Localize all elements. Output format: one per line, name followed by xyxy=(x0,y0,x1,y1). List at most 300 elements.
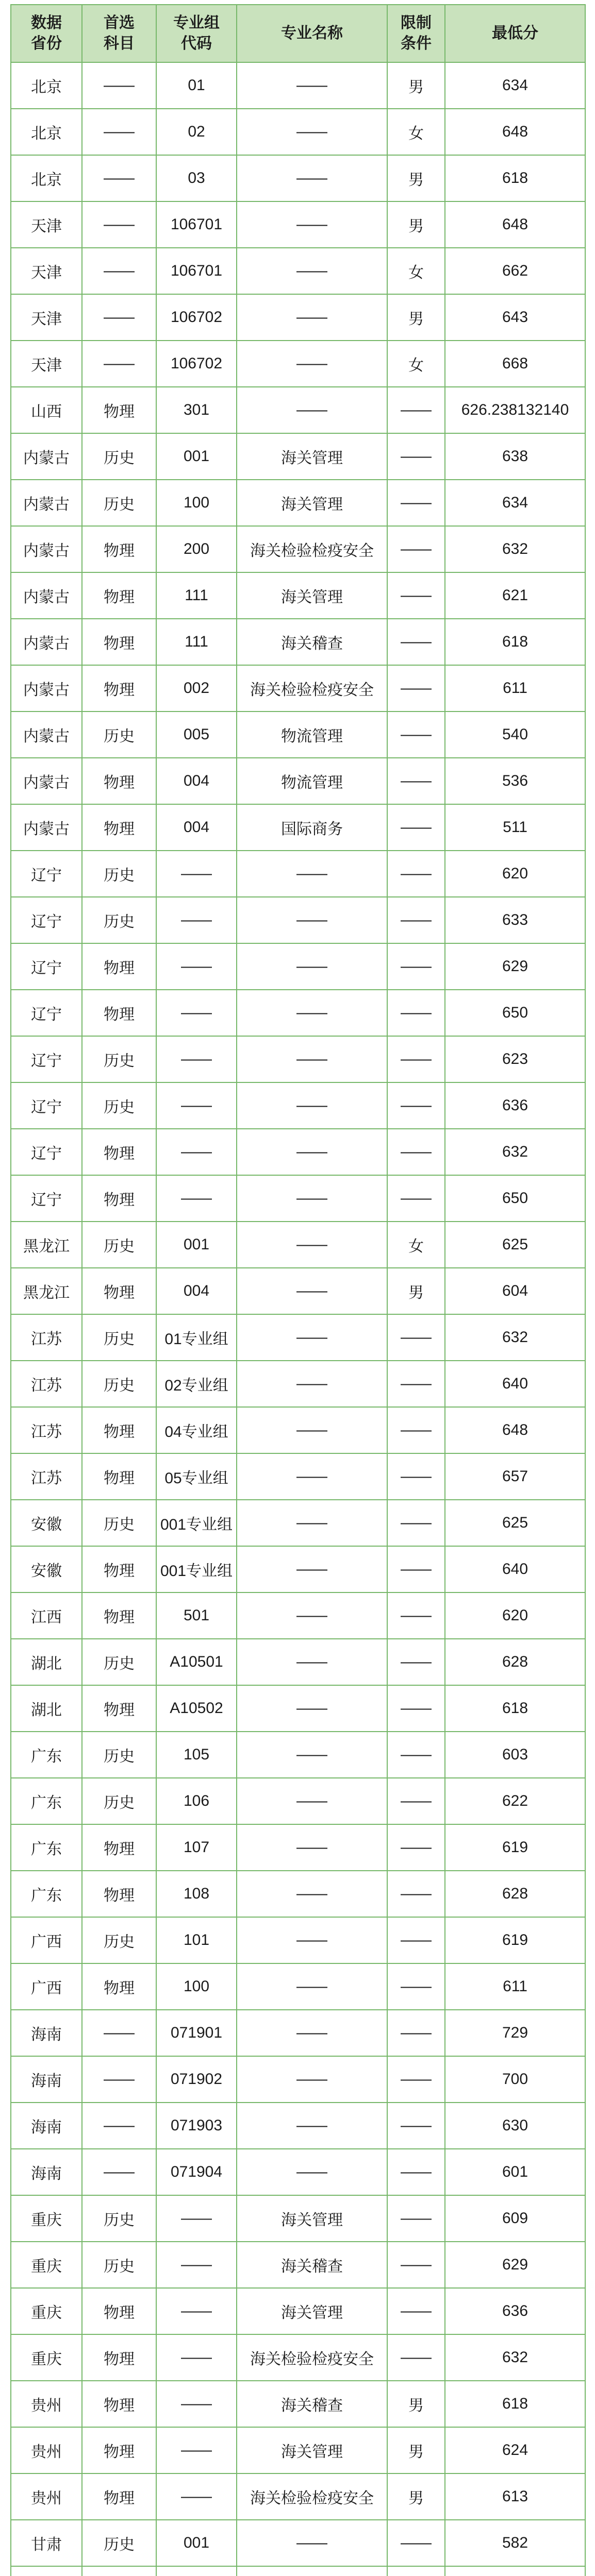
cell-limit: —— xyxy=(387,2242,445,2288)
table-row xyxy=(11,526,585,572)
cell-major: 海关稽查 xyxy=(237,2242,387,2288)
header-subject: 首选 科目 xyxy=(82,5,156,62)
cell-limit: 女 xyxy=(387,1222,445,1268)
cell-limit: —— xyxy=(387,1871,445,1917)
cell-group-code: 100 xyxy=(156,1963,237,2010)
cell-group-code: —— xyxy=(156,990,237,1036)
cell-major: 物流管理 xyxy=(237,758,387,804)
cell-province: 广东 xyxy=(11,1824,82,1871)
cell-limit: 男 xyxy=(387,62,445,109)
cell-subject: —— xyxy=(82,2056,156,2103)
cell-subject: 物理 xyxy=(82,1129,156,1175)
table-row xyxy=(11,1963,585,2010)
cell-group-code: 106702 xyxy=(156,341,237,387)
cell-province: 黑龙江 xyxy=(11,1222,82,1268)
cell-major: —— xyxy=(237,1685,387,1732)
cell-major: —— xyxy=(237,1036,387,1082)
table-row xyxy=(11,943,585,990)
table-row xyxy=(11,1175,585,1222)
cell-major: 海关检验检疫安全 xyxy=(237,526,387,572)
cell-subject: 历史 xyxy=(82,1732,156,1778)
cell-subject: 物理 xyxy=(82,572,156,619)
cell-group-code: —— xyxy=(156,1175,237,1222)
cell-subject xyxy=(82,2566,156,2576)
cell-group-code: 04专业组 xyxy=(156,1407,237,1453)
cell-limit: —— xyxy=(387,851,445,897)
cell-min-score: 601 xyxy=(445,2149,585,2195)
cell-subject: 物理 xyxy=(82,2334,156,2381)
cell-group-code: —— xyxy=(156,1036,237,1082)
cell-province: 北京 xyxy=(11,109,82,155)
cell-limit: 女 xyxy=(387,248,445,294)
table-row xyxy=(11,2242,585,2288)
cell-group-code: 001 xyxy=(156,433,237,480)
table-row xyxy=(11,1639,585,1685)
table-row xyxy=(11,1314,585,1361)
cell-group-code: 01专业组 xyxy=(156,1314,237,1361)
cell-subject: —— xyxy=(82,341,156,387)
cell-group-code: A10501 xyxy=(156,1639,237,1685)
cell-major: —— xyxy=(237,1314,387,1361)
cell-min-score: 632 xyxy=(445,526,585,572)
cell-major: 物流管理 xyxy=(237,711,387,758)
cell-limit: —— xyxy=(387,2149,445,2195)
cell-min-score: 634 xyxy=(445,62,585,109)
cell-subject: 历史 xyxy=(82,1917,156,1963)
cell-subject: 物理 xyxy=(82,2473,156,2520)
cell-min-score: 648 xyxy=(445,109,585,155)
cell-limit: —— xyxy=(387,433,445,480)
cell-province: 内蒙古 xyxy=(11,572,82,619)
cell-province: 内蒙古 xyxy=(11,433,82,480)
cell-group-code: 107 xyxy=(156,1824,237,1871)
cell-major: —— xyxy=(237,387,387,433)
cell-group-code: 200 xyxy=(156,526,237,572)
cell-limit: —— xyxy=(387,2103,445,2149)
cell-province: 贵州 xyxy=(11,2427,82,2473)
cell-limit: —— xyxy=(387,1917,445,1963)
cell-province: 重庆 xyxy=(11,2195,82,2242)
cell-limit: 女 xyxy=(387,341,445,387)
cell-limit: —— xyxy=(387,1036,445,1082)
cell-subject: 物理 xyxy=(82,1592,156,1639)
cell-province: 广西 xyxy=(11,1963,82,2010)
cell-limit: —— xyxy=(387,480,445,526)
table-row xyxy=(11,2427,585,2473)
table-row xyxy=(11,758,585,804)
table-row xyxy=(11,433,585,480)
table-row xyxy=(11,294,585,341)
cell-limit: —— xyxy=(387,897,445,943)
table-row xyxy=(11,1500,585,1546)
cell-subject: 历史 xyxy=(82,1222,156,1268)
cell-min-score: 648 xyxy=(445,1407,585,1453)
cell-limit: —— xyxy=(387,1407,445,1453)
table-row xyxy=(11,1778,585,1824)
table-row xyxy=(11,1036,585,1082)
cell-major: —— xyxy=(237,248,387,294)
cell-limit: —— xyxy=(387,665,445,711)
cell-province: 内蒙古 xyxy=(11,526,82,572)
cell-limit: —— xyxy=(387,711,445,758)
cell-group-code: 071901 xyxy=(156,2010,237,2056)
cell-subject: 历史 xyxy=(82,711,156,758)
cell-subject: 物理 xyxy=(82,619,156,665)
cell-limit: —— xyxy=(387,943,445,990)
cell-group-code: 004 xyxy=(156,758,237,804)
cell-limit: 女 xyxy=(387,109,445,155)
cell-subject: —— xyxy=(82,248,156,294)
cell-province: 贵州 xyxy=(11,2473,82,2520)
cell-group-code: 001专业组 xyxy=(156,1546,237,1592)
cell-province: 江苏 xyxy=(11,1314,82,1361)
cell-subject: 物理 xyxy=(82,2381,156,2427)
table-row xyxy=(11,1129,585,1175)
cell-min-score: 638 xyxy=(445,433,585,480)
cell-min-score: 629 xyxy=(445,2242,585,2288)
cell-subject: 历史 xyxy=(82,897,156,943)
cell-group-code: 301 xyxy=(156,387,237,433)
cell-group-code: 106 xyxy=(156,1778,237,1824)
table-row xyxy=(11,1732,585,1778)
cell-major: —— xyxy=(237,1732,387,1778)
cell-subject: 物理 xyxy=(82,1453,156,1500)
cell-min-score: 630 xyxy=(445,2103,585,2149)
cell-province: 江苏 xyxy=(11,1453,82,1500)
cell-major: —— xyxy=(237,1500,387,1546)
cell-province: 内蒙古 xyxy=(11,665,82,711)
cell-group-code: —— xyxy=(156,2473,237,2520)
table-row xyxy=(11,1082,585,1129)
cell-major: 海关检验检疫安全 xyxy=(237,2334,387,2381)
cell-group-code: —— xyxy=(156,851,237,897)
cell-province: 海南 xyxy=(11,2103,82,2149)
cell-province: 安徽 xyxy=(11,1546,82,1592)
cell-subject: —— xyxy=(82,109,156,155)
cell-subject: —— xyxy=(82,294,156,341)
cell-subject: 历史 xyxy=(82,1036,156,1082)
cell-min-score: 619 xyxy=(445,1917,585,1963)
table-row xyxy=(11,62,585,109)
cell-min-score: 603 xyxy=(445,1732,585,1778)
cell-subject: 物理 xyxy=(82,2427,156,2473)
cell-group-code: —— xyxy=(156,2381,237,2427)
cell-min-score: 613 xyxy=(445,2473,585,2520)
cell-major: —— xyxy=(237,341,387,387)
cell-limit: 男 xyxy=(387,2473,445,2520)
cell-group-code: 100 xyxy=(156,480,237,526)
cell-major: —— xyxy=(237,851,387,897)
cell-province: 湖北 xyxy=(11,1685,82,1732)
score-table xyxy=(10,4,586,2576)
cell-limit: —— xyxy=(387,1361,445,1407)
cell-group-code: A10502 xyxy=(156,1685,237,1732)
cell-major: —— xyxy=(237,1361,387,1407)
cell-limit: —— xyxy=(387,2288,445,2334)
cell-subject: 物理 xyxy=(82,1268,156,1314)
cell-min-score: 511 xyxy=(445,804,585,851)
cell-min-score: 729 xyxy=(445,2010,585,2056)
cell-limit: —— xyxy=(387,1685,445,1732)
cell-province: 辽宁 xyxy=(11,943,82,990)
cell-limit: —— xyxy=(387,526,445,572)
table-row xyxy=(11,2288,585,2334)
cell-limit: —— xyxy=(387,619,445,665)
cell-province: 辽宁 xyxy=(11,990,82,1036)
cell-major: —— xyxy=(237,2520,387,2566)
cell-province: 天津 xyxy=(11,341,82,387)
cell-group-code: 106702 xyxy=(156,294,237,341)
cell-subject: 历史 xyxy=(82,1778,156,1824)
cell-min-score: 618 xyxy=(445,2381,585,2427)
table-row xyxy=(11,2103,585,2149)
cell-subject: 历史 xyxy=(82,2520,156,2566)
table-row xyxy=(11,1824,585,1871)
table-row xyxy=(11,248,585,294)
cell-subject: —— xyxy=(82,2103,156,2149)
table-row xyxy=(11,1453,585,1500)
table-row xyxy=(11,2195,585,2242)
cell-province: 江苏 xyxy=(11,1361,82,1407)
cell-min-score: 625 xyxy=(445,1500,585,1546)
cell-limit: —— xyxy=(387,1778,445,1824)
cell-province: 天津 xyxy=(11,248,82,294)
cell-major: —— xyxy=(237,155,387,201)
table-row xyxy=(11,897,585,943)
header-province: 数据 省份 xyxy=(11,5,82,62)
cell-min-score: 632 xyxy=(445,2334,585,2381)
table-row xyxy=(11,480,585,526)
cell-province: 辽宁 xyxy=(11,1129,82,1175)
table-row xyxy=(11,1268,585,1314)
cell-province: 内蒙古 xyxy=(11,758,82,804)
cell-major: —— xyxy=(237,1917,387,1963)
cell-min-score: 643 xyxy=(445,294,585,341)
cell-group-code: —— xyxy=(156,2242,237,2288)
cell-subject: 物理 xyxy=(82,804,156,851)
cell-major: —— xyxy=(237,943,387,990)
cell-limit: 男 xyxy=(387,2427,445,2473)
cell-limit: —— xyxy=(387,1314,445,1361)
cell-limit: —— xyxy=(387,990,445,1036)
cell-province: 北京 xyxy=(11,62,82,109)
cell-major: —— xyxy=(237,1871,387,1917)
cell-subject: 历史 xyxy=(82,480,156,526)
cell-min-score: 640 xyxy=(445,1361,585,1407)
cell-subject: 物理 xyxy=(82,1871,156,1917)
cell-limit: —— xyxy=(387,1824,445,1871)
cell-province: 辽宁 xyxy=(11,897,82,943)
cell-major: 国际商务 xyxy=(237,804,387,851)
cell-province: 海南 xyxy=(11,2149,82,2195)
cell-group-code: —— xyxy=(156,897,237,943)
cell-limit: 男 xyxy=(387,1268,445,1314)
cell-province: 内蒙古 xyxy=(11,711,82,758)
cell-subject: 历史 xyxy=(82,433,156,480)
cell-limit: —— xyxy=(387,1546,445,1592)
header-row xyxy=(11,5,585,62)
table-row xyxy=(11,1592,585,1639)
cell-subject: 物理 xyxy=(82,1824,156,1871)
cell-group-code: 105 xyxy=(156,1732,237,1778)
cell-province: 广东 xyxy=(11,1778,82,1824)
cell-limit: —— xyxy=(387,1592,445,1639)
cell-major: —— xyxy=(237,2056,387,2103)
table-row xyxy=(11,2473,585,2520)
cell-group-code: 071902 xyxy=(156,2056,237,2103)
cell-min-score: 619 xyxy=(445,1824,585,1871)
table-row xyxy=(11,1871,585,1917)
cell-group-code: 001专业组 xyxy=(156,1500,237,1546)
cell-subject: 物理 xyxy=(82,943,156,990)
cell-limit: —— xyxy=(387,2056,445,2103)
cell-min-score: 650 xyxy=(445,990,585,1036)
cell-min-score: 636 xyxy=(445,2288,585,2334)
cell-min-score: 611 xyxy=(445,665,585,711)
cell-major: —— xyxy=(237,1268,387,1314)
cell-group-code: —— xyxy=(156,2288,237,2334)
cell-min-score: 604 xyxy=(445,1268,585,1314)
cell-major: 海关管理 xyxy=(237,2288,387,2334)
cell-min-score: 540 xyxy=(445,711,585,758)
table-row xyxy=(11,2334,585,2381)
cell-group-code: 004 xyxy=(156,1268,237,1314)
score-table-container xyxy=(10,4,586,2576)
cell-major: —— xyxy=(237,109,387,155)
table-row xyxy=(11,665,585,711)
cell-subject: 物理 xyxy=(82,1175,156,1222)
cell-min-score: 625 xyxy=(445,1222,585,1268)
cell-subject: 物理 xyxy=(82,1963,156,2010)
cell-min-score: 632 xyxy=(445,1129,585,1175)
cell-subject: 物理 xyxy=(82,1546,156,1592)
cell-subject: —— xyxy=(82,2149,156,2195)
table-row xyxy=(11,1546,585,1592)
cell-province: 贵州 xyxy=(11,2381,82,2427)
cell-subject: 历史 xyxy=(82,2195,156,2242)
cell-min-score: 536 xyxy=(445,758,585,804)
cell-min-score: 636 xyxy=(445,1082,585,1129)
cell-major: —— xyxy=(237,1639,387,1685)
cell-major: —— xyxy=(237,1082,387,1129)
cell-major: —— xyxy=(237,897,387,943)
cell-min-score: 622 xyxy=(445,1778,585,1824)
cell-group-code: 101 xyxy=(156,1917,237,1963)
cell-subject: 物理 xyxy=(82,387,156,433)
table-row xyxy=(11,1222,585,1268)
cell-min-score: 620 xyxy=(445,851,585,897)
cell-province: 重庆 xyxy=(11,2334,82,2381)
cell-group-code: 05专业组 xyxy=(156,1453,237,1500)
table-row xyxy=(11,990,585,1036)
cell-subject: 历史 xyxy=(82,1639,156,1685)
cell-group-code: 002 xyxy=(156,665,237,711)
cell-group-code: 111 xyxy=(156,572,237,619)
cell-limit: 男 xyxy=(387,201,445,248)
cell-group-code: 071903 xyxy=(156,2103,237,2149)
cell-limit: —— xyxy=(387,1453,445,1500)
cell-min-score: 657 xyxy=(445,1453,585,1500)
header-group-code: 专业组 代码 xyxy=(156,5,237,62)
cell-group-code: 005 xyxy=(156,711,237,758)
cell-subject: 历史 xyxy=(82,1314,156,1361)
cell-min-score: 611 xyxy=(445,1963,585,2010)
cell-limit xyxy=(387,2566,445,2576)
cell-min-score: 634 xyxy=(445,480,585,526)
cell-limit: —— xyxy=(387,1500,445,1546)
cell-province: 广西 xyxy=(11,1917,82,1963)
cell-group-code: 108 xyxy=(156,1871,237,1917)
cell-province: 广东 xyxy=(11,1871,82,1917)
cell-subject: —— xyxy=(82,62,156,109)
cell-group-code: 106701 xyxy=(156,201,237,248)
cell-major: 海关管理 xyxy=(237,2195,387,2242)
cell-major: 海关稽查 xyxy=(237,2381,387,2427)
table-row xyxy=(11,1917,585,1963)
table-row xyxy=(11,109,585,155)
cell-major: 海关管理 xyxy=(237,2427,387,2473)
cell-major: —— xyxy=(237,2010,387,2056)
cell-major: —— xyxy=(237,2103,387,2149)
cell-major: —— xyxy=(237,1129,387,1175)
table-row xyxy=(11,1685,585,1732)
cell-limit: —— xyxy=(387,2520,445,2566)
table-row xyxy=(11,2010,585,2056)
table-row xyxy=(11,851,585,897)
table-body xyxy=(11,62,585,2576)
cell-min-score: 650 xyxy=(445,1175,585,1222)
cell-major: —— xyxy=(237,1407,387,1453)
cell-province: 湖北 xyxy=(11,1639,82,1685)
cell-major: —— xyxy=(237,294,387,341)
cell-group-code: 501 xyxy=(156,1592,237,1639)
cell-subject: 物理 xyxy=(82,1685,156,1732)
cell-province: 内蒙古 xyxy=(11,480,82,526)
cell-limit: —— xyxy=(387,2010,445,2056)
table-row xyxy=(11,387,585,433)
cell-min-score: 624 xyxy=(445,2427,585,2473)
cell-major: 海关稽查 xyxy=(237,619,387,665)
cell-province: 安徽 xyxy=(11,1500,82,1546)
cell-major: 海关检验检疫安全 xyxy=(237,665,387,711)
cell-major: —— xyxy=(237,1453,387,1500)
cell-min-score: 618 xyxy=(445,155,585,201)
table-row xyxy=(11,201,585,248)
cell-min-score xyxy=(445,2566,585,2576)
cell-min-score: 628 xyxy=(445,1871,585,1917)
table-row xyxy=(11,341,585,387)
cell-subject: 物理 xyxy=(82,1407,156,1453)
cell-group-code: 03 xyxy=(156,155,237,201)
cell-major: 海关管理 xyxy=(237,572,387,619)
cell-province: 内蒙古 xyxy=(11,804,82,851)
cell-min-score: 632 xyxy=(445,1314,585,1361)
cell-major: 海关检验检疫安全 xyxy=(237,2473,387,2520)
cell-group-code: 001 xyxy=(156,1222,237,1268)
cell-province: 天津 xyxy=(11,294,82,341)
cell-min-score: 626.238132140 xyxy=(445,387,585,433)
table-row xyxy=(11,1407,585,1453)
cell-min-score: 700 xyxy=(445,2056,585,2103)
cell-group-code: 106701 xyxy=(156,248,237,294)
header-min-score: 最低分 xyxy=(445,5,585,62)
cell-major: —— xyxy=(237,1546,387,1592)
cell-limit: —— xyxy=(387,572,445,619)
cell-limit: —— xyxy=(387,1129,445,1175)
cell-min-score: 623 xyxy=(445,1036,585,1082)
cell-subject: 历史 xyxy=(82,1500,156,1546)
cell-province: 江苏 xyxy=(11,1407,82,1453)
